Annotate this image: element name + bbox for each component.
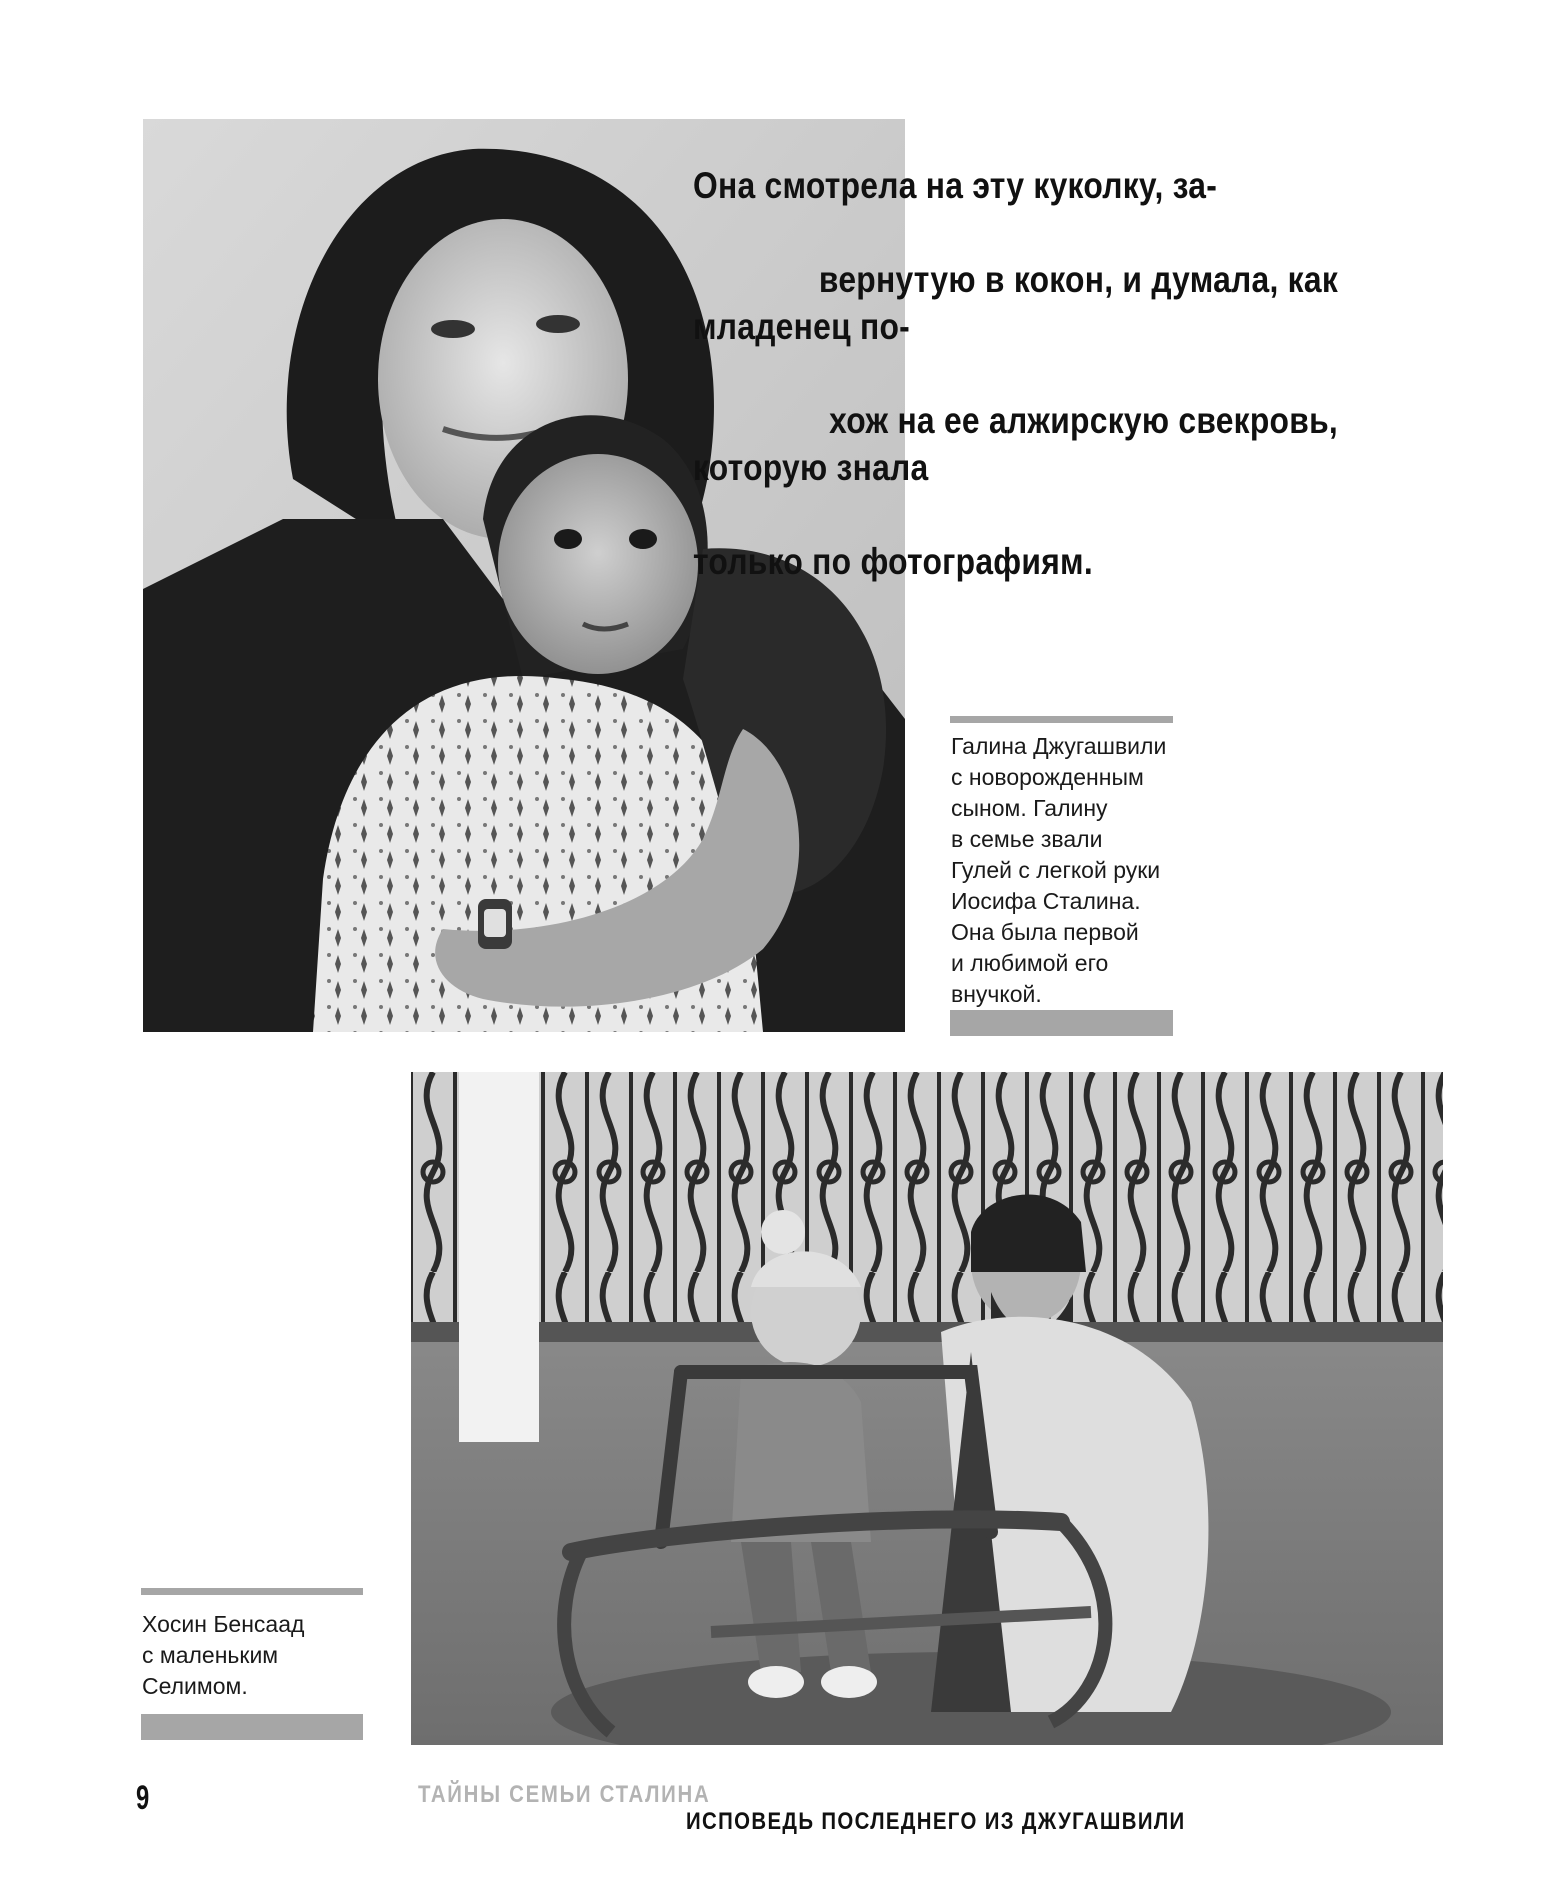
caption-line: с маленьким: [142, 1642, 279, 1668]
pull-quote: [693, 115, 1338, 632]
caption-bottom-end-bar: [141, 1714, 363, 1740]
pull-quote-line: вернутую в кокон, и думала, как младенец по-: [693, 259, 1338, 347]
caption-line: внучкой.: [951, 981, 1042, 1007]
caption-top: [951, 731, 1166, 1010]
caption-bottom: [142, 1609, 304, 1702]
caption-top-end-bar: [950, 1010, 1173, 1036]
page-number: 9: [136, 1779, 150, 1817]
pull-quote-line: только по фотографиям.: [693, 541, 1093, 582]
caption-line: Селимом.: [142, 1673, 248, 1699]
caption-line: Она была первой: [951, 919, 1139, 945]
pull-quote-line: Она смотрела на эту куколку, за-: [693, 165, 1218, 206]
caption-line: и любимой его: [951, 950, 1109, 976]
caption-top-rule: [950, 716, 1173, 723]
caption-line: Иосифа Сталина.: [951, 888, 1141, 914]
running-subtitle: ИСПОВЕДЬ ПОСЛЕДНЕГО ИЗ ДЖУГАШВИЛИ: [686, 1808, 1186, 1835]
caption-line: в семье звали: [951, 826, 1103, 852]
caption-line: сыном. Галину: [951, 795, 1108, 821]
caption-line: Хосин Бенсаад: [142, 1611, 305, 1637]
pull-quote-line: хож на ее алжирскую свекровь, которую знала: [693, 400, 1338, 488]
photo-father-with-child: [411, 1072, 1443, 1745]
running-title: ТАЙНЫ СЕМЬИ СТАЛИНА: [418, 1781, 711, 1808]
caption-line: Гулей с легкой руки: [951, 857, 1161, 883]
caption-bottom-rule: [141, 1588, 363, 1595]
caption-line: с новорожденным: [951, 764, 1144, 790]
caption-line: Галина Джугашвили: [951, 733, 1167, 759]
photo-father-with-child-image: [411, 1072, 1443, 1745]
